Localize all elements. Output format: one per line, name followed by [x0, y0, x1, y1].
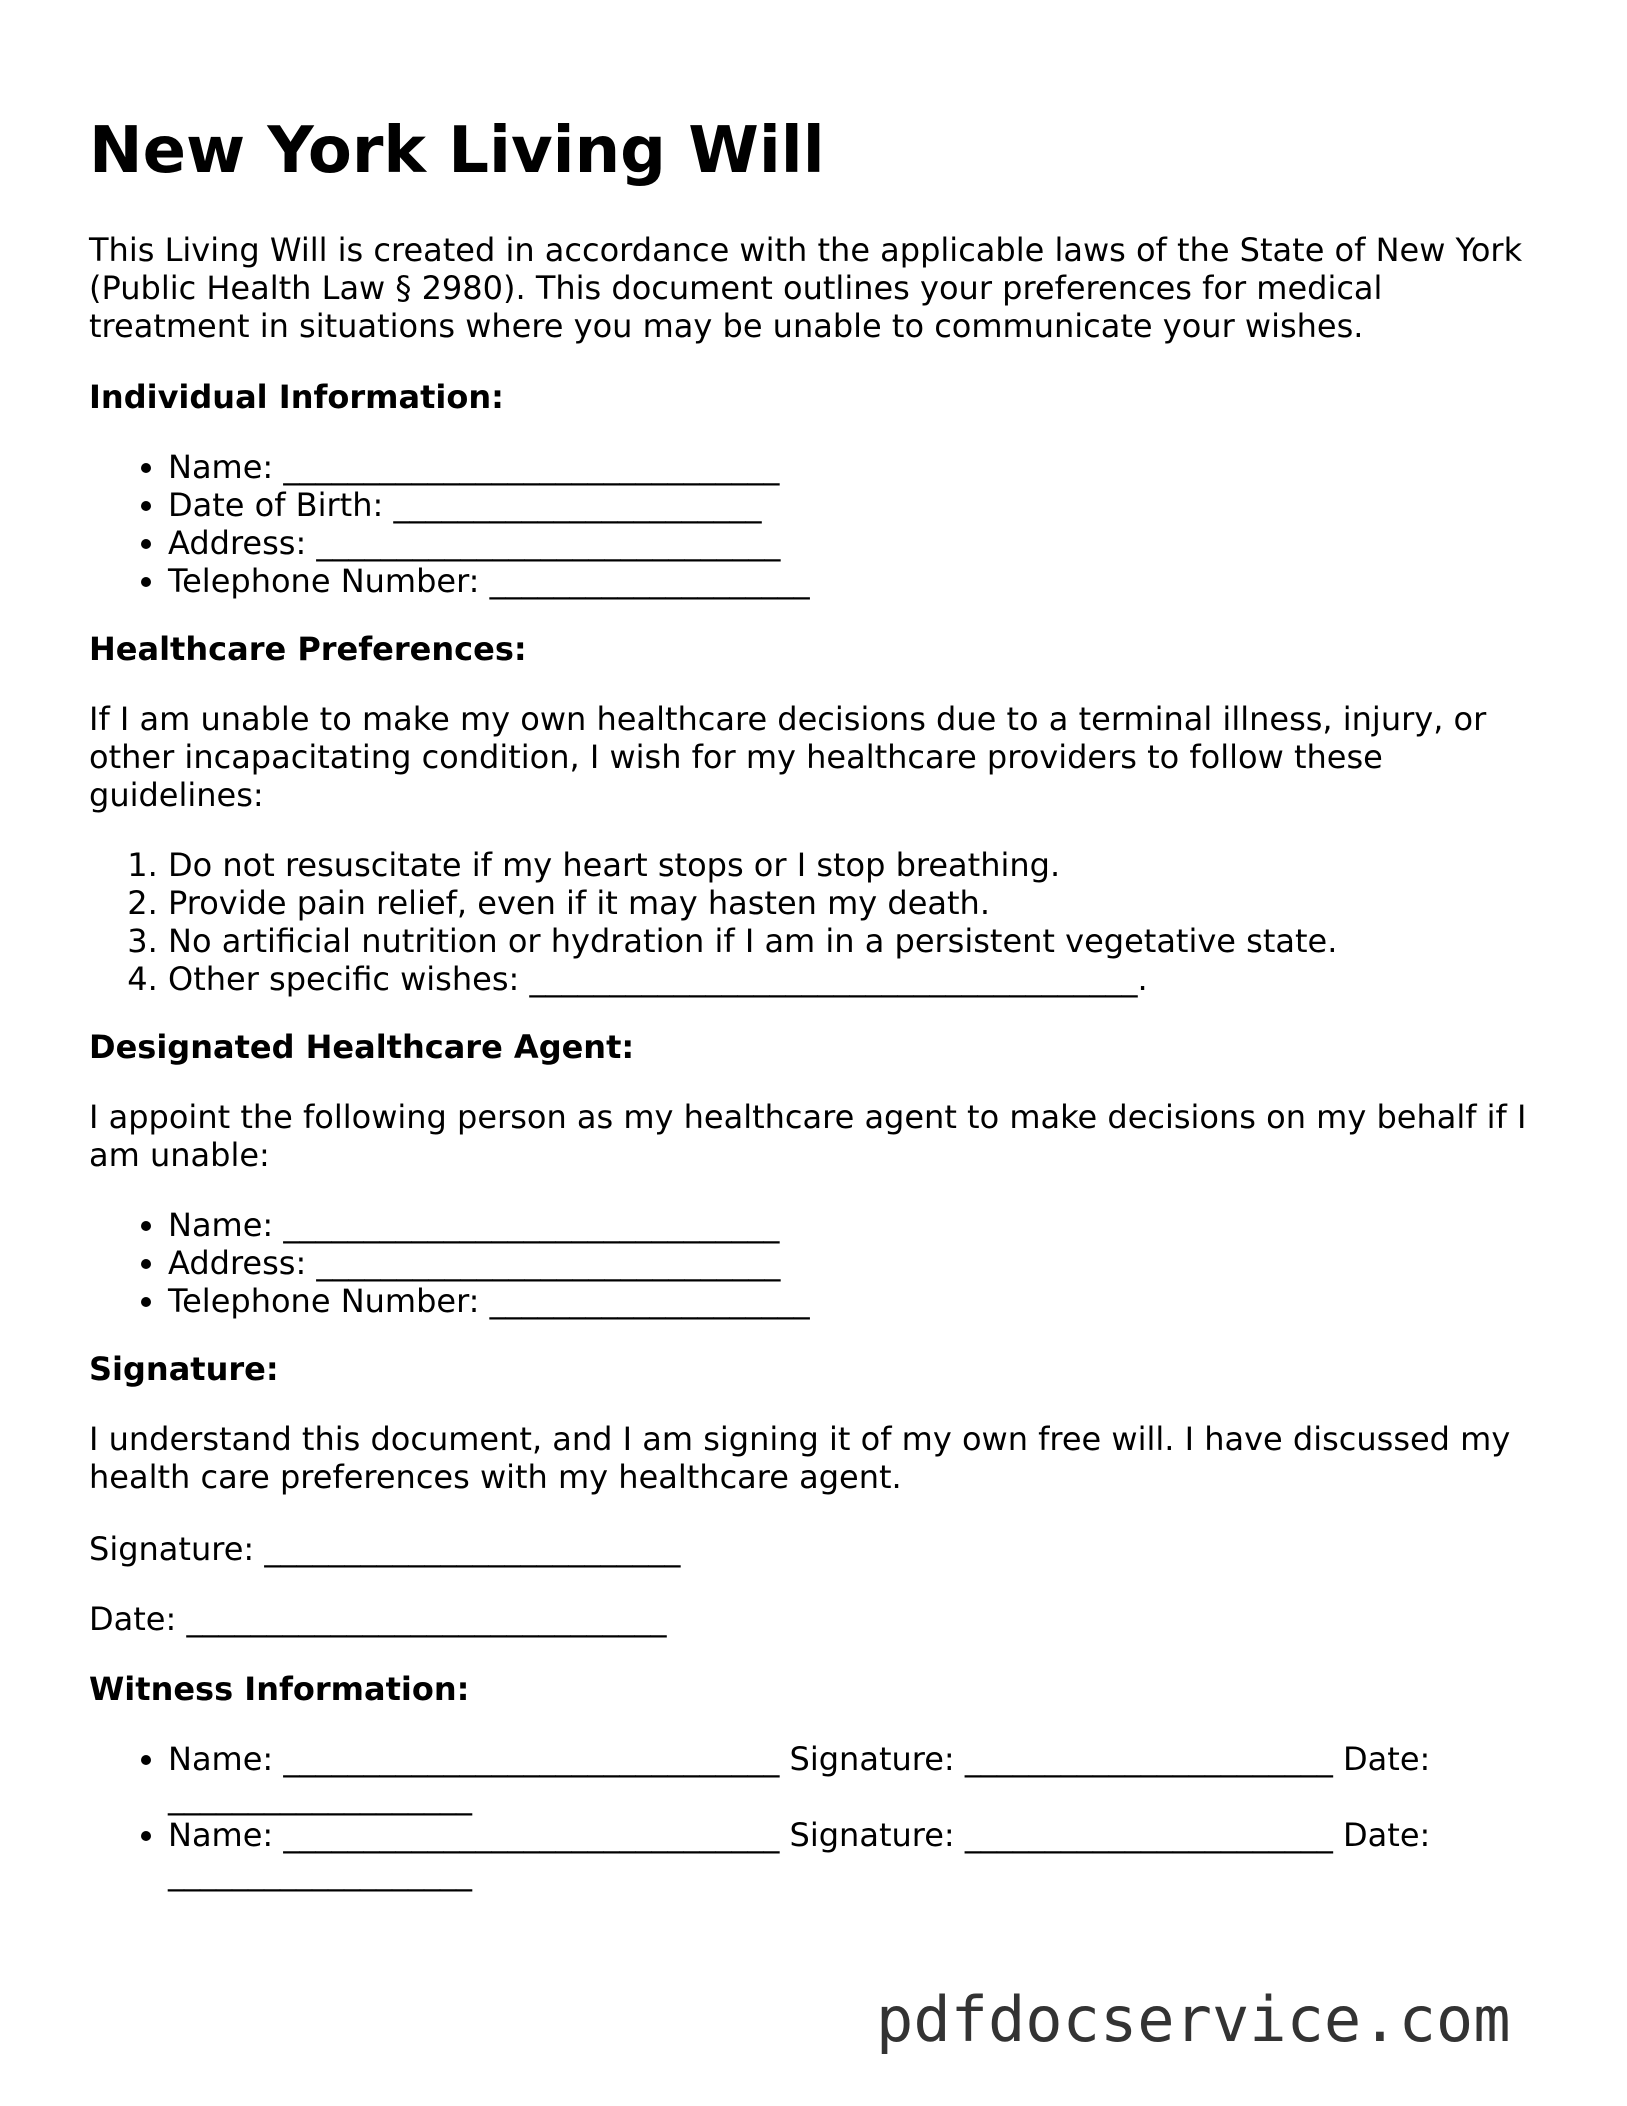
healthcare-preferences-paragraph: If I am unable to make my own healthcare decisions due to a terminal illness, injury, or other incapacitating condition, I wish for my healthcare providers to follow these guidelines:	[89, 700, 1487, 814]
agent-telephone-field: • Telephone Number: ____________________	[168, 1282, 810, 1320]
preference-item-other-wishes: 4. Other specific wishes: ______________________________________.	[168, 960, 1337, 998]
designated-agent-heading: Designated Healthcare Agent:	[89, 1028, 635, 1066]
agent-name-field: • Name: _______________________________	[168, 1206, 810, 1244]
signature-paragraph: I understand this document, and I am signing it of my own free will. I have discussed my health care preferences with my healthcare agent.	[89, 1420, 1511, 1496]
witness-entry: • Name: _______________________________ Signature: _______________________ Date: ___________________	[168, 1740, 1549, 1816]
intro-paragraph: This Living Will is created in accordance with the applicable laws of the State of New York (Public Health Law § 2980). This document outlines your preferences for medical treatment in situations where you may be unable to communicate your wishes.	[89, 231, 1523, 345]
witness-entry: • Name: _______________________________ Signature: _______________________ Date: ___________________	[168, 1816, 1549, 1892]
healthcare-preferences-heading: Healthcare Preferences:	[89, 630, 527, 668]
signature-line: Signature: __________________________	[89, 1530, 681, 1568]
individual-address-field: • Address: _____________________________	[168, 524, 810, 562]
signature-date-line: Date: ______________________________	[89, 1600, 667, 1638]
witness-information-heading: Witness Information:	[89, 1670, 470, 1708]
document-title: New York Living Will	[89, 114, 825, 188]
preference-item: 3. No artificial nutrition or hydration if I am in a persistent vegetative state.	[168, 922, 1337, 960]
individual-information-list	[89, 448, 810, 600]
designated-agent-paragraph: I appoint the following person as my healthcare agent to make decisions on my behalf if I am unable:	[89, 1098, 1527, 1174]
healthcare-preferences-list	[89, 846, 1337, 998]
individual-dob-field: • Date of Birth: _______________________	[168, 486, 810, 524]
signature-heading: Signature:	[89, 1350, 279, 1388]
individual-information-heading: Individual Information:	[89, 378, 504, 416]
individual-name-field: • Name: _______________________________	[168, 448, 810, 486]
individual-telephone-field: • Telephone Number: ____________________	[168, 562, 810, 600]
designated-agent-list	[89, 1206, 810, 1320]
preference-item: 2. Provide pain relief, even if it may hasten my death.	[168, 884, 1337, 922]
watermark: pdfdocservice.com	[876, 1983, 1511, 2056]
agent-address-field: • Address: _____________________________	[168, 1244, 810, 1282]
witness-list	[89, 1740, 1549, 1892]
preference-item: 1. Do not resuscitate if my heart stops or I stop breathing.	[168, 846, 1337, 884]
